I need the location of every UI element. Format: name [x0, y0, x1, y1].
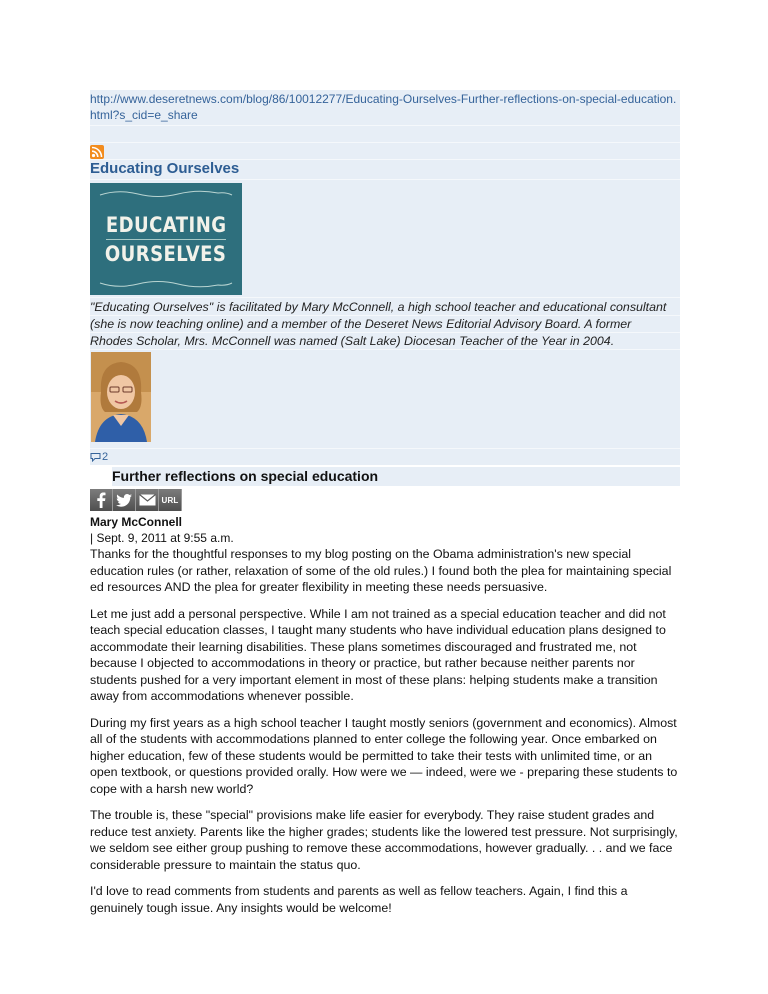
- rss-row: [90, 143, 680, 160]
- author-photo: [91, 352, 151, 442]
- url-share-button[interactable]: URL: [159, 489, 182, 511]
- paragraph-3: During my first years as a high school teacher I taught mostly seniors (government and economics). Almost all of the students with accommodations planned to enter college the following year. Once embarked on higher education, few of these students would be permitted to take their tests with unlimited time, or an open textbook, or questions provided orally. How were we — indeed, were we - preparing these students to cope with a harsh new world?: [90, 715, 678, 796]
- comments-link[interactable]: [90, 449, 680, 465]
- blog-description: [90, 298, 680, 352]
- blog-logo-row: [90, 183, 680, 298]
- logo-top-flourish: [98, 189, 234, 199]
- blog-header-block: [90, 90, 680, 465]
- document-page: [90, 90, 680, 916]
- twitter-share-button[interactable]: [113, 489, 136, 511]
- email-share-button[interactable]: [136, 489, 159, 511]
- facebook-share-button[interactable]: [90, 489, 113, 511]
- post-body: [90, 546, 680, 916]
- description-line-1: "Educating Ourselves" is facilitated by Mary McConnell, a high school teacher and educational consultant: [90, 299, 680, 316]
- educating-ourselves-logo: [90, 183, 242, 295]
- post-author: Mary McConnell: [90, 515, 183, 529]
- logo-word-1: EDUCATING: [105, 212, 227, 237]
- comment-bubble-icon: [90, 452, 101, 462]
- description-line-3: Rhodes Scholar, Mrs. McConnell was named (Salt Lake) Diocesan Teacher of the Year in 2004.: [90, 333, 680, 350]
- comment-count: 2: [102, 451, 109, 463]
- source-url[interactable]: http://www.deseretnews.com/blog/86/10012277/Educating-Ourselves-Further-reflections-on-special-education.html?s_cid=e_share: [90, 90, 680, 126]
- facebook-icon: [95, 492, 107, 508]
- post-title: Further reflections on special education: [112, 467, 680, 486]
- blog-title[interactable]: Educating Ourselves: [90, 160, 680, 180]
- logo-divider: [106, 239, 226, 240]
- logo-bottom-flourish: [98, 279, 234, 289]
- rss-feed-icon[interactable]: [90, 145, 104, 159]
- logo-word-2: OURSELVES: [105, 241, 227, 266]
- envelope-icon: [139, 494, 156, 506]
- twitter-bird-icon: [116, 494, 132, 507]
- author-photo-row: [90, 352, 680, 449]
- post-date: | Sept. 9, 2011 at 9:55 a.m.: [90, 531, 234, 545]
- share-toolbar: [90, 489, 680, 511]
- paragraph-4: The trouble is, these "special" provisions make life easier for everybody. They raise student grades and reduce test anxiety. Parents like the higher grades; students like the lowered test pressure. Not surprisingly, we seldom see either group pushing to remove these accommodations, however gradually. . . and we face considerable pressure to maintain the status quo.: [90, 808, 678, 872]
- paragraph-2: Let me just add a personal perspective. While I am not trained as a special education teacher and did not teach special education classes, I taught many students who have individual education plans designed to accommodate their learning disabilities. These plans sometimes discouraged and frustrated me, not because I objected to accommodations in theory or practice, but rather because neither parents nor students pushed for a very important element in most of these plans: helping students make a transition away from accommodations whenever possible.: [90, 606, 666, 703]
- paragraph-1: Thanks for the thoughtful responses to my blog posting on the Obama administration's new special education rules (or rather, relaxation of some of the old rules.) I found both the plea for maintaining special ed resources AND the plea for greater flexibility in meeting these needs persuasive.: [90, 547, 672, 594]
- description-line-2: (she is now teaching online) and a member of the Deseret News Editorial Advisory Board. A former: [90, 316, 680, 333]
- paragraph-5: I'd love to read comments from students and parents as well as fellow teachers. Again, I find this a genuinely tough issue. Any insights would be welcome!: [90, 884, 628, 915]
- blank-row: [90, 126, 680, 143]
